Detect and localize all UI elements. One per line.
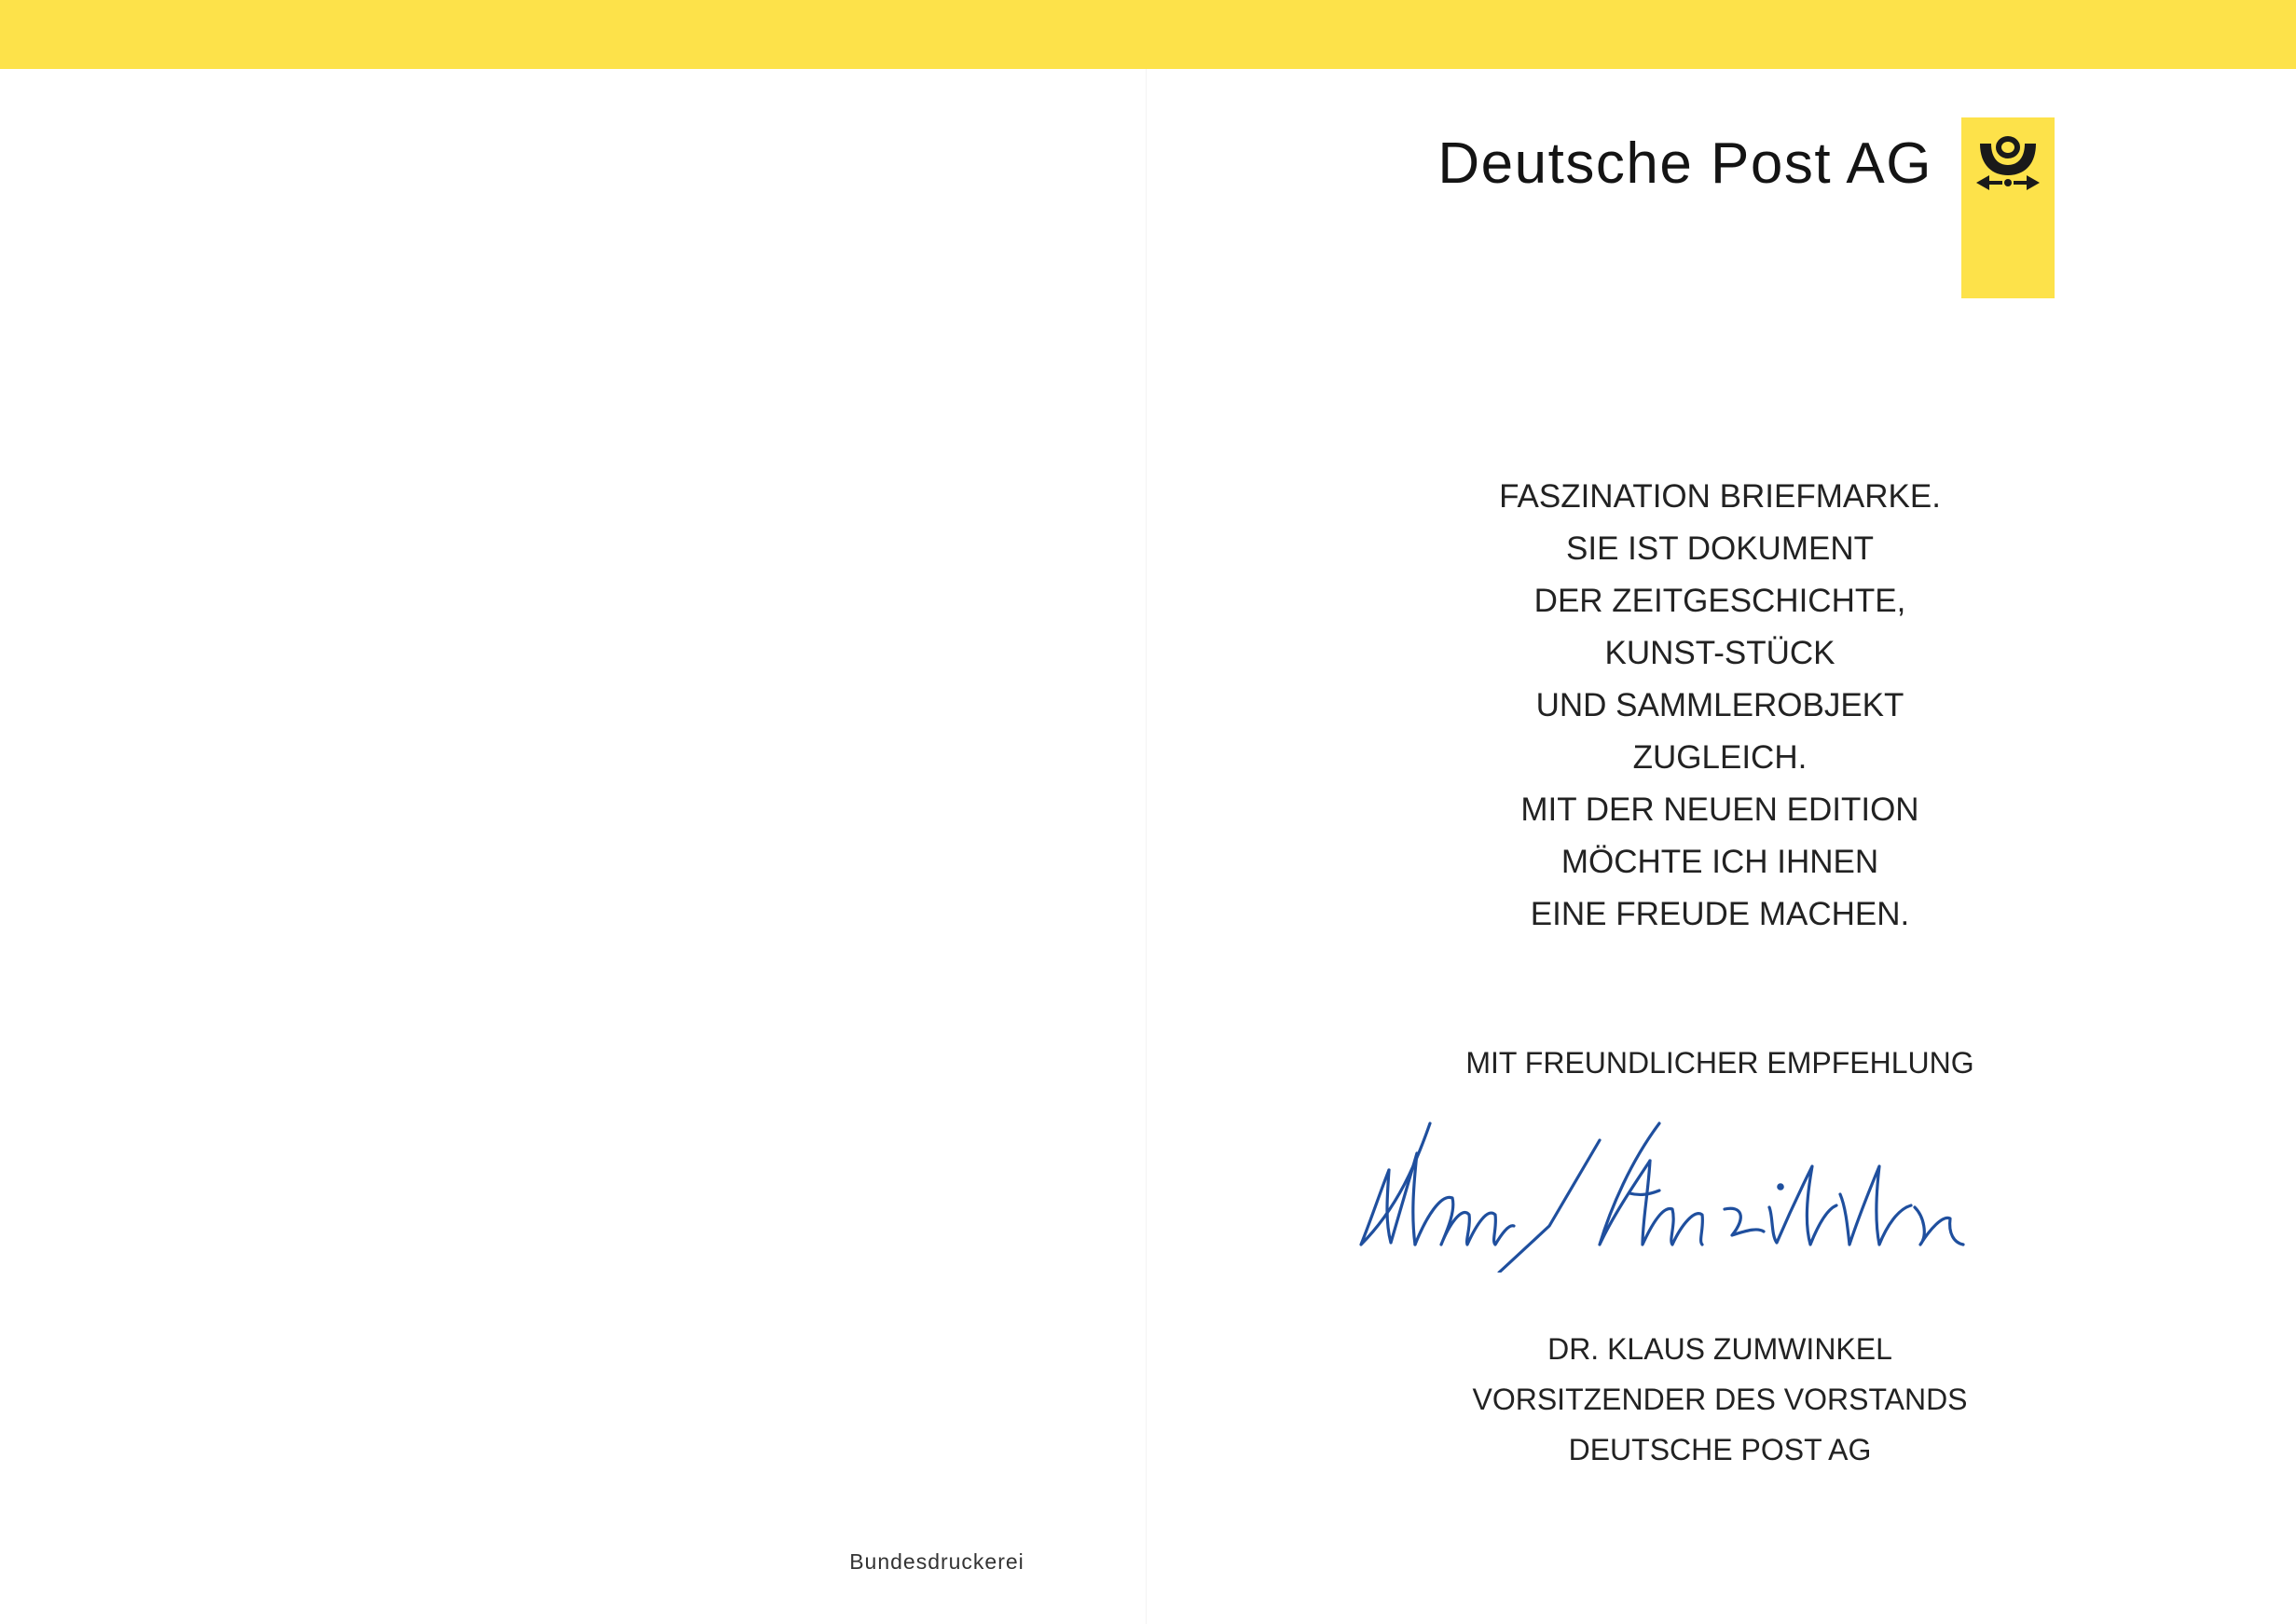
- closing-line: MIT FREUNDLICHER EMPFEHLUNG: [1465, 1046, 1974, 1080]
- message-line: FASZINATION BRIEFMARKE.: [1499, 478, 1941, 515]
- message-line: MIT DER NEUEN EDITION: [1520, 791, 1919, 828]
- message-block: [1454, 471, 1986, 941]
- fold-line: [1146, 69, 1147, 1624]
- message-line: EINE FREUDE MACHEN.: [1530, 896, 1910, 932]
- posthorn-icon: [1973, 134, 2043, 190]
- message-line: DER ZEITGESCHICHTE,: [1533, 583, 1906, 619]
- logo-panel: [1961, 117, 2055, 298]
- message-line: SIE IST DOKUMENT: [1566, 530, 1874, 567]
- signer-name: DR. KLAUS ZUMWINKEL: [1547, 1332, 1892, 1366]
- message-line: KUNST-STÜCK: [1604, 635, 1835, 671]
- signer-block: [1408, 1324, 2032, 1475]
- message-line: MÖCHTE ICH IHNEN: [1560, 844, 1879, 880]
- signer-title: VORSITZENDER DES VORSTANDS: [1472, 1383, 1968, 1416]
- top-yellow-band: [0, 0, 2296, 69]
- handwritten-signature: [1352, 1105, 2097, 1273]
- brand-name: Deutsche Post AG: [1437, 131, 1932, 196]
- message-line: UND SAMMLEROBJEKT: [1535, 687, 1904, 723]
- signer-company: DEUTSCHE POST AG: [1568, 1433, 1872, 1466]
- message-line: ZUGLEICH.: [1632, 739, 1808, 776]
- printer-imprint: Bundesdruckerei: [849, 1549, 1024, 1574]
